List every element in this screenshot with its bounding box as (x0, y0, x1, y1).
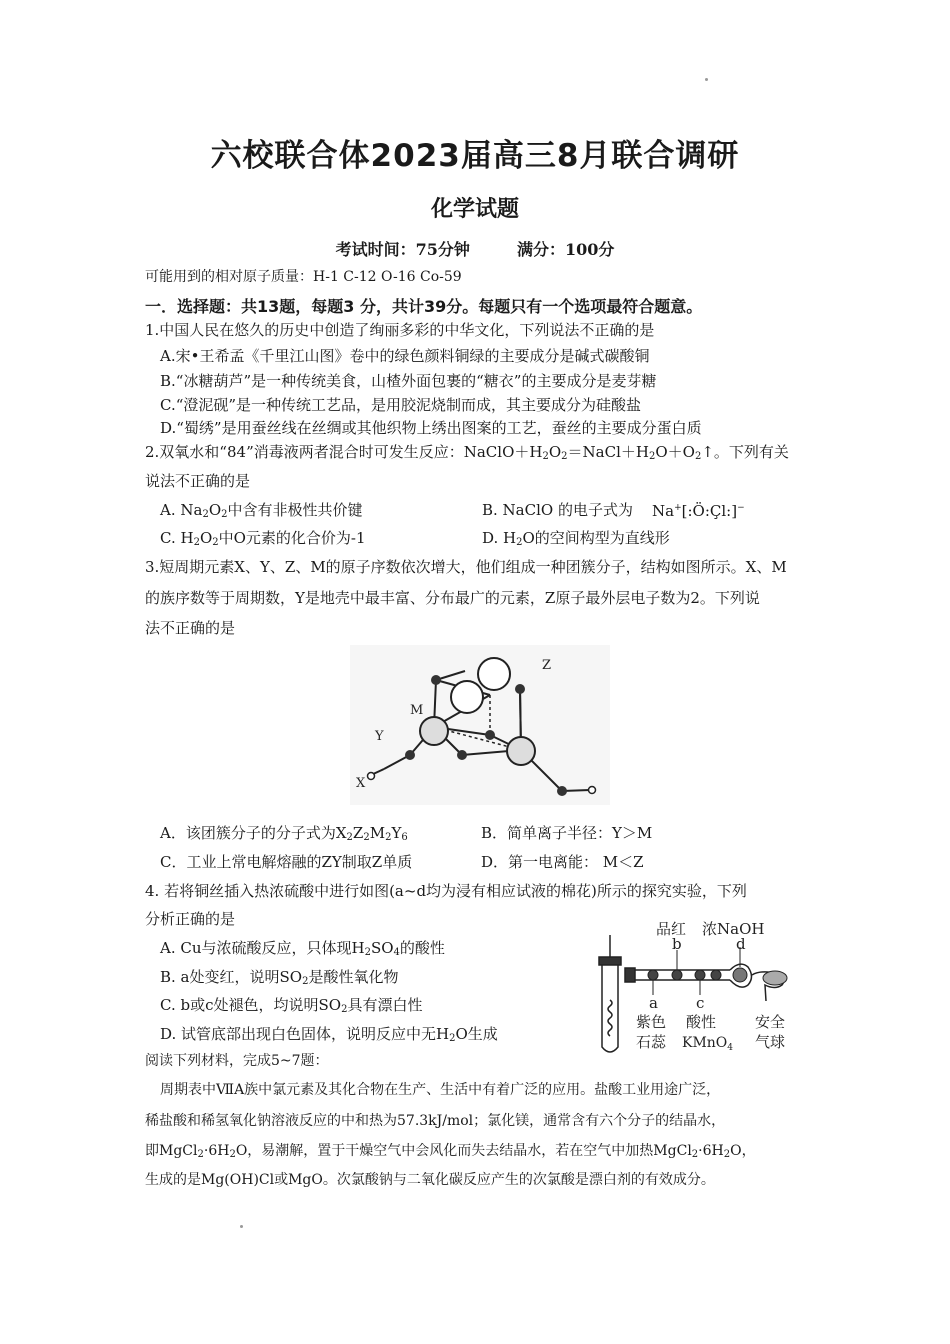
label-z: Z (542, 658, 552, 673)
q3-option-b: B．简单离子半径：Y＞M (481, 824, 653, 842)
label-d: d (736, 935, 746, 953)
q1-option-d: D.“蜀绣”是用蚕丝线在丝绸或其他织物上绣出图案的工艺，蚕丝的主要成分蛋白质 (160, 419, 702, 437)
nacio-electron-formula: Na+[:Ö:Çl:]− (652, 502, 745, 520)
exam-info (0, 237, 950, 260)
label-m: M (410, 703, 424, 718)
q2-stem-line2: 说法不正确的是 (145, 472, 251, 490)
q2-option-a: A. $Na_2O_2$中含有非极性共价键 (160, 501, 363, 520)
q2-stem-line1: 2.双氧水和“84”消毒液两者混合时可发生反应：$NaClO+H_2O_2=NaCl+H_2O+O_2↑$。下列有关 (145, 443, 789, 462)
cluster-molecule-figure (350, 645, 610, 805)
q4-option-a: A. Cu与浓硫酸反应，只体现$H_2SO_4$的酸性 (160, 939, 445, 958)
q1-option-a: A.宋•王希孟《千里江山图》卷中的绿色颜料铜绿的主要成分是碱式碳酸铜 (160, 347, 650, 365)
label-kmno4: KMnO$_4$ (682, 1035, 734, 1053)
q4-stem-line2: 分析正确的是 (145, 910, 236, 928)
apparatus-figure (590, 915, 810, 1063)
label-a: a (649, 994, 658, 1012)
q3-option-d: D．第一电离能： M＜Z (481, 853, 644, 871)
section-heading: 一．选择题：共13题，每题3 分，共计39分。每题只有一个选项最符合题意。 (145, 297, 703, 316)
q1-option-b: B.“冰糖葫芦”是一种传统美食，山楂外面包裹的“糖衣”的主要成分是麦芽糖 (160, 372, 657, 390)
label-c: c (696, 994, 705, 1012)
label-zise: 紫色 (636, 1013, 667, 1031)
subject-title: 化学试题 (430, 197, 519, 222)
label-anquan: 安全 (755, 1013, 786, 1031)
passage-line2: 稀盐酸和稀氢氧化钠溶液反应的中和热为57.3kJ/mol；氯化镁，通常含有六个分子的结晶水， (145, 1113, 726, 1129)
q3-stem-line3: 法不正确的是 (145, 619, 236, 637)
label-b: b (672, 935, 682, 953)
q3-stem-line2: 的族序数等于周期数，Y是地壳中最丰富、分布最广的元素，Z原子最外层电子数为2。下列说 (145, 589, 760, 607)
q4-option-d: D. 试管底部出现白色固体，说明反应中无$H_2O$生成 (160, 1025, 498, 1044)
label-naoh: 浓NaOH (702, 920, 765, 938)
exam-time: 考试时间：75分钟 (335, 240, 470, 259)
label-x: X (356, 776, 366, 791)
passage-line3: 即$MgCl_2\cdot 6H_2O$，易潮解，置于干燥空气中会风化而失去结晶水，若在空气中加热$MgCl_2\cdot 6H_2O$， (145, 1143, 756, 1160)
q4-stem-line1: 4. 若将铜丝插入热浓硫酸中进行如图(a~d均为浸有相应试液的棉花)所示的探究实验，下列 (145, 882, 747, 900)
q3-option-a: A．该团簇分子的分子式为$X_2Z_2M_2Y_6$ (160, 824, 408, 843)
q3-stem-line1: 3.短周期元素X、Y、Z、M的原子序数依次增大，他们组成一种团簇分子，结构如图所示。X、M (145, 558, 787, 576)
page-title: 六校联合体2023届高三8月联合调研 (210, 138, 740, 174)
scan-dot (705, 78, 708, 81)
passage-line1: 周期表中ⅦA族中氯元素及其化合物在生产、生活中有着广泛的应用。盐酸工业用途广泛， (160, 1082, 721, 1098)
q2-option-c: C. $H_2O_2$中O元素的化合价为-1 (160, 529, 366, 548)
label-qiqiu: 气球 (755, 1033, 786, 1051)
label-y: Y (375, 729, 384, 744)
q2-option-b: B. NaClO 的电子式为 (482, 501, 633, 519)
q1-stem: 1.中国人民在悠久的历史中创造了绚丽多彩的中华文化，下列说法不正确的是 (145, 321, 655, 339)
passage-intro: 阅读下列材料，完成5~7题： (145, 1053, 329, 1069)
label-suanxing: 酸性 (686, 1013, 717, 1031)
passage-line4: 生成的是Mg(OH)Cl或MgO。次氯酸钠与二氧化碳反应产生的次氯酸是漂白剂的有效成分。 (145, 1172, 715, 1188)
q1-option-c: C.“澄泥砚”是一种传统工艺品，是用胶泥烧制而成，其主要成分为硅酸盐 (160, 396, 642, 414)
exam-score: 满分：100分 (517, 240, 615, 259)
q2-option-d: D. $H_2O$的空间构型为直线形 (482, 529, 670, 548)
atomic-masses: 可能用到的相对原子质量：H-1 C-12 O-16 Co-59 (145, 269, 462, 285)
q4-option-c: C. b或c处褪色，均说明$SO_2$具有漂白性 (160, 996, 423, 1015)
q4-option-b: B. a处变红，说明$SO_2$是酸性氧化物 (160, 968, 399, 987)
label-shirui: 石蕊 (636, 1033, 667, 1051)
scan-dot-bottom (240, 1225, 243, 1228)
q3-option-c: C．工业上常电解熔融的ZY制取Z单质 (160, 853, 413, 871)
label-pinhong: 品红 (656, 920, 687, 938)
